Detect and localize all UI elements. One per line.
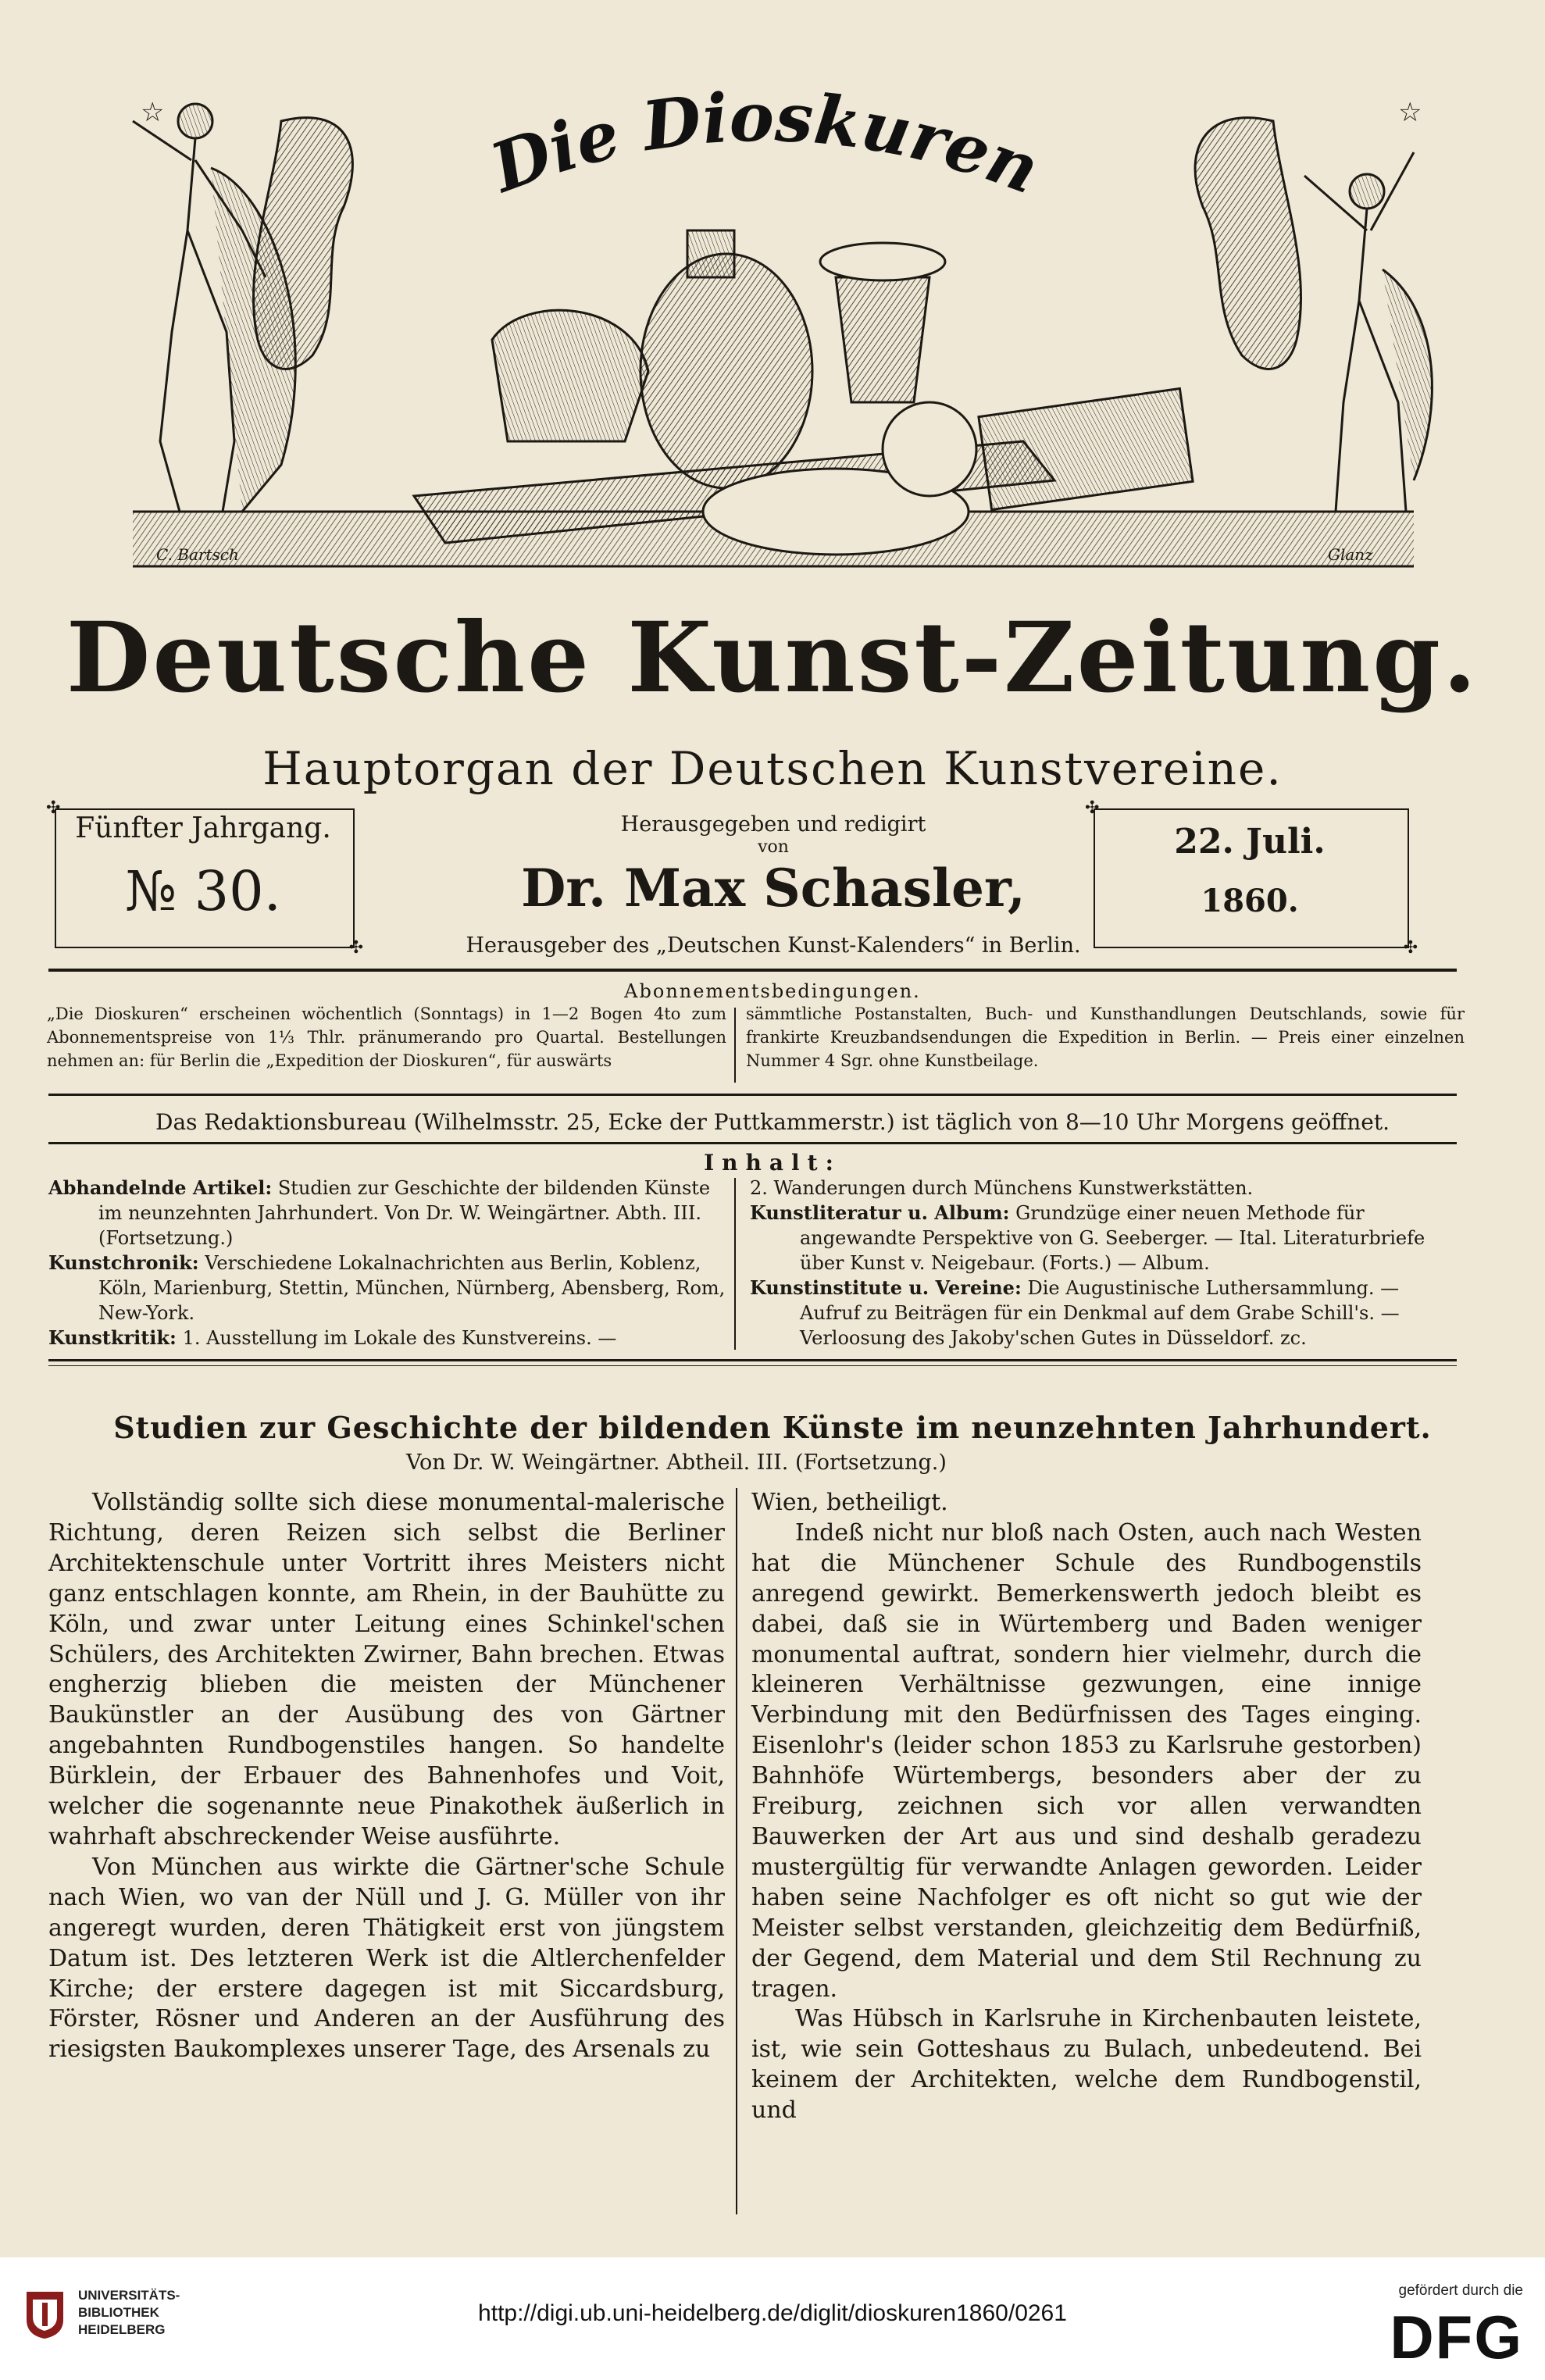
issue-volume: Fünfter Jahrgang. xyxy=(75,812,331,844)
paragraph: Was Hübsch in Karlsruhe in Kirchenbauten leistete, ist, wie sein Gotteshaus zu Bulach, unbedeutend. Bei keinem der Architekten, welche dem Rundbogenstil, und xyxy=(751,2005,1422,2125)
right-statue xyxy=(1304,152,1432,512)
newspaper-subtitle: Hauptorgan der Deutschen Kunstvereine. xyxy=(262,742,1283,795)
newspaper-title: Deutsche Kunst-Zeitung. xyxy=(66,601,1479,715)
contents-entry: Kunstkritik: 1. Ausstellung im Lokale des Kunstvereins. — xyxy=(48,1326,617,1349)
issue-year: 1860. xyxy=(1201,883,1299,919)
dfg-logo: DFG xyxy=(1390,2303,1523,2371)
funding-caption: gefördert durch die xyxy=(1398,2282,1523,2299)
divider xyxy=(48,1094,1457,1096)
paragraph: Indeß nicht nur bloß nach Osten, auch nach Westen hat die Münchener Schule des Rundbogenstils anregend gewirkt. Bemerkenswerth jedoch bleibt es dabei, daß sie in Würtemberg und Baden weniger monumental auftrat, sondern hier vielmehr, durch die kleineren Verhältnisse gezwungen, eine innige Verbindung mit den Bedürfnissen des Tages einging. Eisenlohr's (leider schon 1853 zu Karlsruhe gestorben) Bahnhöfe Würtembergs, besonders aber der zu Freiburg, zeichnen sich vor allen verwandten Bauwerken der Art aus und sind deshalb geradezu mustergültig für verwandte Anlagen geworden. Leider haben seine Nachfolger es oft nicht so gut wie der Meister selbst verstanden, gleichzeitig dem Bedürfniß, der Gegend, dem Material und dem Stil Rechnung zu tragen. xyxy=(751,1518,1422,2003)
left-horse xyxy=(253,118,352,369)
contents-left-column xyxy=(48,1176,728,1351)
still-life xyxy=(414,230,1193,555)
column-divider xyxy=(736,1488,737,2214)
digitization-footer xyxy=(0,2257,1545,2380)
svg-text:☆: ☆ xyxy=(1398,97,1422,128)
subscription-heading: Abonnementsbedingungen. xyxy=(624,980,921,1002)
issue-date: 22. Juli. xyxy=(1174,822,1326,862)
subscription-terms-left: „Die Dioskuren“ erscheinen wöchentlich (Sonntags) in 1—2 Bogen 4to zum Abonnementspreise von 1⅓ Thlr. pränumerando pro Quartal. Bestellungen nehmen an: für Berlin die „Expedition der Dioskuren“, für auswärts xyxy=(47,1004,726,1070)
right-horse xyxy=(1195,118,1301,369)
masthead-engraving xyxy=(86,74,1461,605)
subscription-terms-right: sämmtliche Postanstalten, Buch- und Kunsthandlungen Deutschlands, sowie für frankirte Kreuzbandsendungen die Expedition in Berlin. — Preis einer einzelnen Nummer 4 Sgr. ohne Kunstbeilage. xyxy=(746,1004,1465,1070)
publisher-name: Dr. Max Schasler, xyxy=(521,858,1026,919)
publisher-von: von xyxy=(758,837,789,857)
svg-text:Die Dioskuren xyxy=(479,78,1049,210)
paragraph: Von München aus wirkte die Gärtner'sche Schule nach Wien, wo van der Nüll und J. G. Müller von ihr angeregt wurden, deren Thätigkeit erst von jüngstem Datum ist. Des letzteren Werk ist die Altlerchenfelder Kirche; der erstere dagegen ist mit Siccardsburg, Förster, Rösner und Anderen an der Ausführung des riesigsten Baukomplexes unserer Tage, des Arsenals zu xyxy=(48,1853,725,2064)
divider xyxy=(48,969,1457,972)
column-divider xyxy=(734,1178,736,1350)
svg-text:☆: ☆ xyxy=(141,97,165,128)
column-divider xyxy=(734,1008,736,1083)
editorial-office-notice: Das Redaktionsbureau (Wilhelmsstr. 25, Ecke der Puttkammerstr.) ist täglich von 8—10 Uhr Morgens geöffnet. xyxy=(155,1109,1390,1135)
digital-copy-url[interactable]: http://digi.ub.uni-heidelberg.de/diglit/dioskuren1860/0261 xyxy=(478,2300,1067,2326)
contents-entry: Kunstliteratur u. Album: Grundzüge einer neuen Methode für angewandte Perspektive von G. Seeberger. — Ital. Literaturbriefe über Kunst v. Neigebaur. (Forts.) — Album. xyxy=(750,1201,1425,1274)
paragraph: Vollständig sollte sich diese monumental-malerische Richtung, deren Reizen sich selbst die Berliner Architektenschule unter Vortritt ihres Meisters nicht ganz entschlagen konnte, am Rhein, in der Bauhütte zu Köln, und zwar unter Leitung eines Schinkel'schen Schülers, des Architekten Zwirner, Bahn brechen. Etwas engherzig blieben die meisten der Münchener Baukünstler an der Ausübung des von Gärtner angebahnten Rundbogenstiles hangen. So handelte Bürklein, der Erbauer des Bahnenhofes und Voit, welcher die sogenannte neue Pinakothek äußerlich in wahrhaft abschreckender Weise ausführte. xyxy=(48,1489,725,1850)
publisher-description: Herausgeber des „Deutschen Kunst-Kalenders“ in Berlin. xyxy=(466,933,1081,958)
divider xyxy=(48,1359,1457,1361)
contents-entry: Abhandelnde Artikel: Studien zur Geschichte der bildenden Künste im neunzehnten Jahrhundert. Von Dr. W. Weingärtner. Abth. III. (Fortsetzung.) xyxy=(48,1176,711,1249)
divider xyxy=(48,1365,1457,1366)
paragraph: Wien, betheiligt. xyxy=(751,1489,948,1516)
university-name: UNIVERSITÄTS- BIBLIOTHEK HEIDELBERG xyxy=(78,2288,180,2337)
contents-entry: Kunstchronik: Verschiedene Lokalnachrichten aus Berlin, Koblenz, Köln, Marienburg, Stettin, München, Nürnberg, Abensberg, Rom, New-York. xyxy=(48,1251,726,1324)
article-title: Studien zur Geschichte der bildenden Künste im neunzehnten Jahrhundert. xyxy=(113,1410,1432,1445)
article-right-column xyxy=(751,1488,1422,2126)
contents-entry: 2. Wanderungen durch Münchens Kunstwerkstätten. xyxy=(750,1177,1254,1199)
contents-right-column xyxy=(750,1176,1457,1351)
divider xyxy=(48,1142,1457,1144)
engraver-signature-left: C. Bartsch xyxy=(156,545,239,564)
publisher-label: Herausgegeben und redigirt xyxy=(620,812,926,837)
article-left-column xyxy=(48,1488,725,2065)
contents-entry: Kunstinstitute u. Vereine: Die Augustinische Luthersammlung. — Aufruf zu Beiträgen für ein Denkmal auf dem Grabe Schill's. — Verloosung des Jakoby'schen Gutes in Düsseldorf. zc. xyxy=(750,1276,1400,1349)
issue-number: № 30. xyxy=(125,859,281,923)
illustration-title: Die Dioskuren xyxy=(481,77,1050,210)
article-byline: Von Dr. W. Weingärtner. Abtheil. III. (Fortsetzung.) xyxy=(406,1450,947,1475)
engraver-signature-right: Glanz xyxy=(1328,545,1373,564)
contents-heading: Inhalt: xyxy=(704,1150,841,1176)
